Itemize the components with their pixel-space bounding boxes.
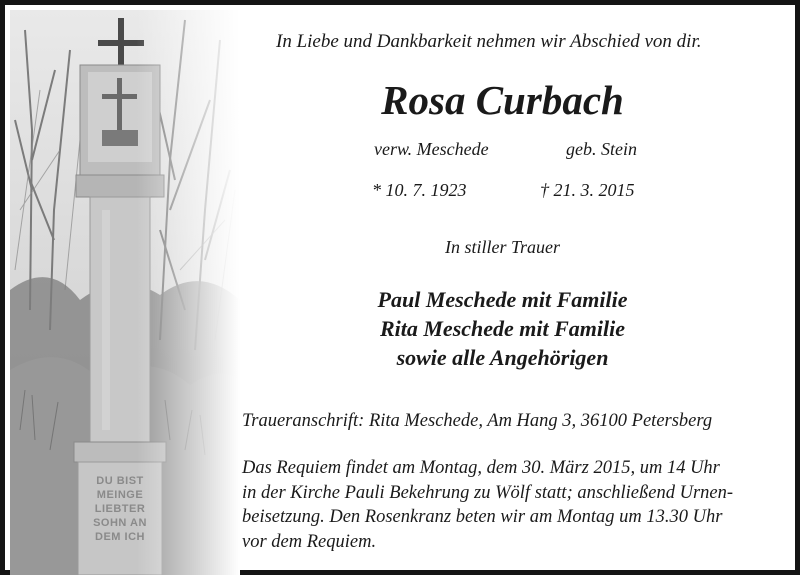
- birth-date: * 10. 7. 1923: [372, 180, 467, 200]
- requiem-line: vor dem Requiem.: [242, 531, 377, 552]
- inscription-line: DEM ICH: [95, 531, 145, 543]
- inscription-line: LIEBTER: [94, 503, 146, 515]
- obituary-text: [240, 10, 800, 575]
- mourning-address: Traueranschrift: Rita Meschede, Am Hang 3, 36100 Petersberg: [242, 411, 713, 431]
- mourning-line: In stiller Trauer: [445, 237, 561, 257]
- requiem-paragraph: [242, 456, 733, 554]
- death-date: † 21. 3. 2015: [540, 180, 635, 200]
- requiem-line: in der Kirche Pauli Bekehrung zu Wölf statt; anschließend Urnen-: [242, 482, 734, 503]
- inscription-line: SOHN AN: [93, 517, 147, 529]
- requiem-line: Das Requiem findet am Montag, dem 30. März 2015, um 14 Uhr: [242, 458, 720, 478]
- mourner-line: Paul Meschede mit Familie: [377, 287, 628, 312]
- mourner-line: sowie alle Angehörigen: [396, 345, 609, 370]
- inscription-line: DU BIST: [96, 475, 144, 487]
- intro-line: In Liebe und Dankbarkeit nehmen wir Abschied von dir.: [276, 31, 702, 52]
- deceased-name: Rosa Curbach: [381, 77, 624, 123]
- inscription-line: MEINGE: [96, 489, 144, 501]
- mourner-line: Rita Meschede mit Familie: [379, 316, 626, 341]
- birth-name: geb. Stein: [566, 139, 637, 159]
- widowed-name: verw. Meschede: [374, 139, 489, 159]
- cross-inscription: [84, 474, 156, 544]
- wayside-cross-photo: [10, 10, 240, 575]
- requiem-line: beisetzung. Den Rosenkranz beten wir am Montag um 13.30 Uhr: [242, 507, 723, 528]
